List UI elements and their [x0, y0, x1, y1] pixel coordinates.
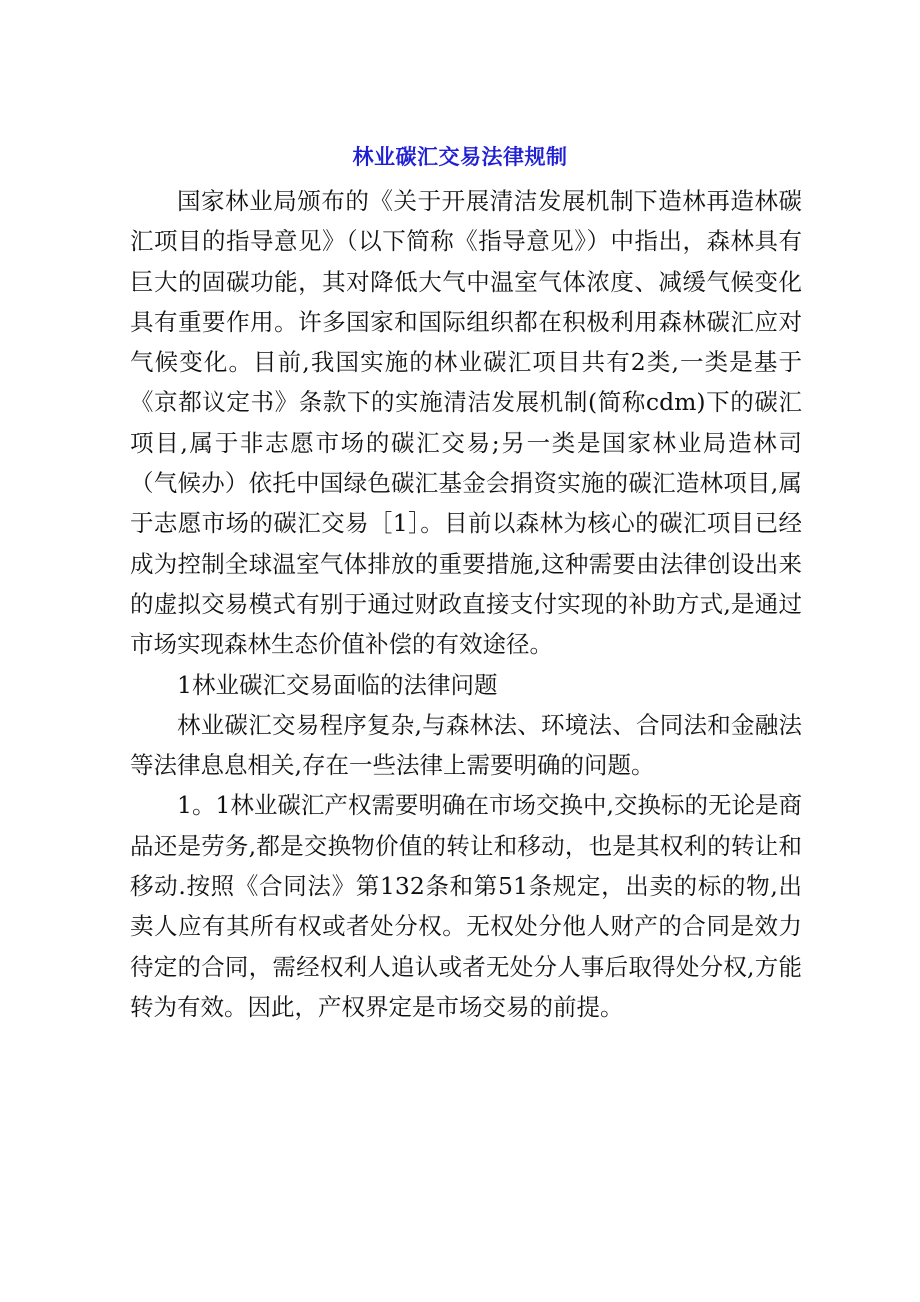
document-title: 林业碳汇交易法律规制 [352, 145, 568, 169]
paragraph-section-1: 林业碳汇交易程序复杂,与森林法、环境法、合同法和金融法等法律息息相关,存在一些法律上需要明确的问题。 [130, 710, 802, 780]
paragraph-intro: 国家林业局颁布的《关于开展清洁发展机制下造林再造林碳汇项目的指导意见》（以下简称《指导意见》）中指出，森林具有巨大的固碳功能，其对降低大气中温室气体浓度、减缓气候变化具有重要作用。许多国家和国际组织都在积极利用森林碳汇应对气候变化。目前,我国实施的林业碳汇项目共有2类,一类是基于《京都议定书》条款下的实施清洁发展机制(简称cdm)下的碳汇项目,属于非志愿市场的碳汇交易;另一类是国家林业局造林司（气候办）依托中国绿色碳汇基金会捐资实施的碳汇造林项目,属于志愿市场的碳汇交易［1］。目前以森林为核心的碳汇项目已经成为控制全球温室气体排放的重要措施,这种需要由法律创设出来的虚拟交易模式有别于通过财政直接支付实现的补助方式,是通过市场实现森林生态价值补偿的有效途径。 [130, 187, 802, 659]
document-body [130, 181, 802, 1027]
paragraph-section-1-1: 1。1林业碳汇产权需要明确在市场交换中,交换标的无论是商品还是劳务,都是交换物价值的转让和移动，也是其权利的转让和移动.按照《合同法》第132条和第51条规定，出卖的标的物,出卖人应有其所有权或者处分权。无权处分他人财产的合同是效力待定的合同，需经权利人追认或者无处分人事后取得处分权,方能转为有效。因此，产权界定是市场交易的前提。 [130, 791, 802, 1021]
section-heading: 1林业碳汇交易面临的法律问题 [177, 670, 498, 699]
